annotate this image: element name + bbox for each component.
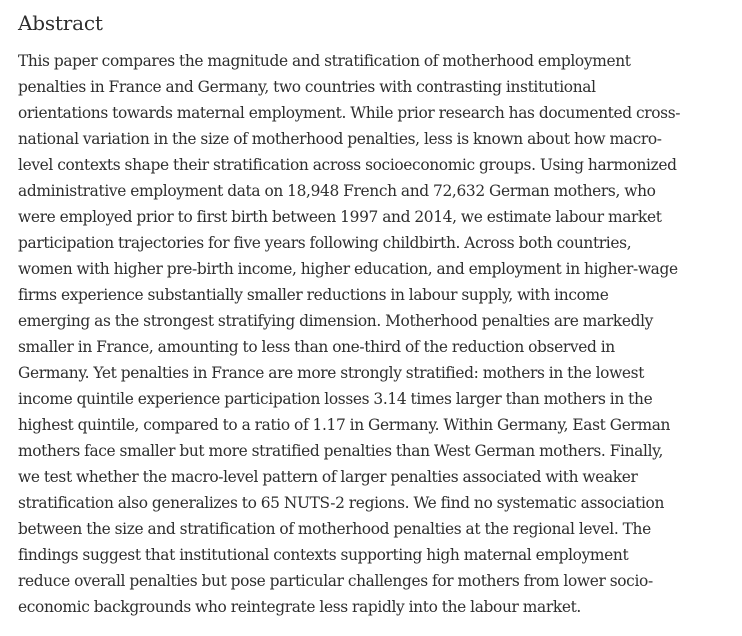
abstract-line: mothers face smaller but more stratified penalties than West German mothers. Finally, [18,442,663,460]
abstract-line: national variation in the size of motherhood penalties, less is known about how macro- [18,130,662,148]
abstract-line: penalties in France and Germany, two countries with contrasting institutional [18,78,596,96]
abstract-line: economic backgrounds who reintegrate less rapidly into the labour market. [18,598,581,616]
abstract-line: income quintile experience participation losses 3.14 times larger than mothers in the [18,390,653,408]
abstract-line: Germany. Yet penalties in France are more strongly stratified: mothers in the lowest [18,364,645,382]
abstract-line: orientations towards maternal employment. While prior research has documented cross- [18,104,681,122]
abstract-line: smaller in France, amounting to less than one-third of the reduction observed in [18,338,615,356]
abstract-line: women with higher pre-birth income, higher education, and employment in higher-wage [18,260,678,278]
abstract-body [18,48,718,620]
abstract-line: This paper compares the magnitude and stratification of motherhood employment [18,52,631,70]
abstract-line: we test whether the macro-level pattern of larger penalties associated with weaker [18,468,638,486]
abstract-section [18,10,718,620]
abstract-line: were employed prior to first birth between 1997 and 2014, we estimate labour market [18,208,662,226]
abstract-line: firms experience substantially smaller reductions in labour supply, with income [18,286,609,304]
abstract-line: highest quintile, compared to a ratio of 1.17 in Germany. Within Germany, East German [18,416,671,434]
abstract-line: stratification also generalizes to 65 NUTS-2 regions. We find no systematic association [18,494,665,512]
abstract-heading: Abstract [18,11,103,35]
abstract-line: findings suggest that institutional contexts supporting high maternal employment [18,546,629,564]
abstract-line: between the size and stratification of motherhood penalties at the regional level. The [18,520,651,538]
abstract-line: participation trajectories for five years following childbirth. Across both countries, [18,234,632,252]
abstract-line: reduce overall penalties but pose particular challenges for mothers from lower socio- [18,572,653,590]
abstract-line: administrative employment data on 18,948 French and 72,632 German mothers, who [18,182,656,200]
abstract-line: emerging as the strongest stratifying dimension. Motherhood penalties are markedly [18,312,653,330]
abstract-line: level contexts shape their stratification across socioeconomic groups. Using harmonized [18,156,677,174]
